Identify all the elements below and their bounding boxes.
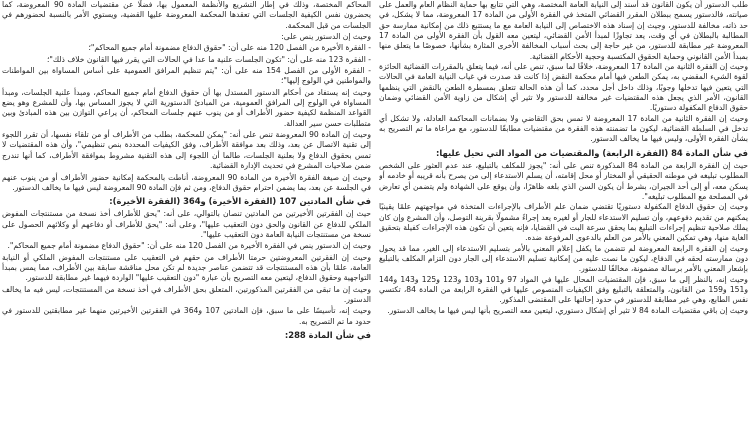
paragraph: وحيث إن صيغة الفقرة الأخيرة من المادة 90 المعروضة، أناطت بالمحكمة إمكانية حضور الأطراف أو من ينوب عنهم في الجلسة عن بعد، بما يضمن احترام حقوق الدفاع، ومن ثم فإن المادة 90 المعروضة ليس فيها ما يخالف الدستور. bbox=[2, 172, 371, 192]
paragraph: وحيث إن حقوق الدفاع المكفولة دستوريًا تقتضي ضمان علم الأطراف بالإجراءات المتخذة في مواجهتهم علمًا يقينيًا يمكنهم من تقديم دفوعهم، وأن تسليم الاستدعاء للجار أو لغيره يعد إجراءً مشمولًا بقرينة التوصل، وأن المشرع وإن كان يملك صلاحية تنظيم إجراءات التبليغ بما يحقق سرعة البت في القضايا، فإنه يتعين أن تكون هذه الإجراءات كفيلة بتحقيق الغاية منها، وهي تمكين المعني بالأمر من العلم بالدعوى المرفوعة ضده. bbox=[379, 202, 748, 243]
paragraph: حيث إن الفقرة الرابعة من المادة 84 المذكورة تنص على أنه: "يجوز للمكلف بالتبليغ، عند عدم العثور على الشخص المطلوب تبليغه في موطنه الحقيقي أو المختار أو محل إقامته، أن يسلم الاستدعاء إلى من يصرح بأنه قريبه أو خادمه أو يسكن معه، أو إلى أحد الجيران، بشرط أن يكون السن الذي بلغه ظاهرًا، وأن يوقع على الشهادة ولم يتضمن أي تعارض في المصلحة مع المطلوب تبليغه". bbox=[379, 160, 748, 201]
paragraph: المحاكم المختصة، وذلك في إطار التشريع والأنظمة المعمول بها، فضلًا عن مقتضيات المادة 90 المعروضة، كما يحضرون نفس الكيفية الجلسات التي تعقدها المحكمة المعروضة عليها القضية، ويستوي الأمر بالنسبة لحضورهم في الجلسات من قبل المحكمة. bbox=[2, 0, 371, 30]
list-item: - الفقرة الأولى من الفصل 154 منه على أن: "يتم تنظيم المرافق العمومية على أساس المساواة بين المواطنات والمواطنين في الولوج إليها"؛ bbox=[2, 66, 371, 86]
paragraph: وحيث إنه يستفاد من أحكام الدستور المستدل بها أن حقوق الدفاع أمام جميع المحاكم، ومبدأ علنية الجلسات، ومبدأ المساواة في الولوج إلى المرافق العمومية، من المبادئ الدستورية التي لا يجوز المساس بها، وأن للمشرع وهو يضع القواعد المنظمة لكيفية حضور الأطراف أو من ينوب عنهم جلسات المحاكم، أن يراعي التوازن بين هذه المبادئ وبين متطلبات حسن سير العدالة. bbox=[2, 87, 371, 128]
paragraph: وحيث إن ما تبقى من الفقرتين المذكورتين، المتعلق بحق الأطراف في أخذ نسخة من المستنتجات، ليس فيه ما يخالف الدستور. bbox=[2, 284, 371, 304]
paragraph: وحيث إن المادة 90 المعروضة تنص على أنه: "يمكن للمحكمة، بطلب من الأطراف أو من تلقاء نفسها، أن تقرر اللجوء إلى تقنية الاتصال عن بعد، وذلك بعد موافقة الأطراف، وفق الكيفيات المحددة بنص تنظيمي"، وأن هذه المقتضيات لا تمس بحقوق الدفاع ولا بعلنية الجلسات، طالما أن اللجوء إلى هذه التقنية مشروط بموافقة الأطراف، كما أنها تندرج ضمن صلاحيات المشرع في تحديث الإدارة القضائية. bbox=[2, 130, 371, 171]
section-heading: في شأن المادة 84 (الفقرة الرابعة) والمقتضيات من المواد التي تحيل عليها: bbox=[435, 147, 748, 158]
list-item: - الفقرة الأخيرة من الفصل 120 منه على أن: "حقوق الدفاع مضمونة أمام جميع المحاكم"؛ bbox=[88, 43, 371, 53]
left-column bbox=[2, 0, 371, 430]
paragraph: وحيث إن الفقرة الثانية من المادة 17 المعروضة، خلافًا لما سبق، تنص على أنه، فيما يتعلق بالمقررات القضائية الحائزة لقوة الشيء المقضي به، يمكن الطعن فيها أمام محكمة النقض إذا كانت قد صدرت في غياب النيابة العامة في الحالات التي يتعين فيها تدخلها وجوبًا، وذلك داخل أجل محدد، كما أن هذه الحالة تتعلق بمسطرة الطعن بالنقض التي ينظمها القانون، الأمر الذي يجعل هذه المقتضيات غير مخالفة للدستور ولا تثير أي إشكال من زاوية الأمن القضائي وضمان حقوق الدفاع المكفولة دستوريًا. bbox=[379, 62, 748, 113]
paragraph: وحيث إن باقي مقتضيات المادة 84 لا تثير أي إشكال دستوري، ليتعين معه التصريح بأنها ليس فيها ما يخالف الدستور. bbox=[387, 305, 748, 315]
paragraph: طلب الدستور أن يكون القانون قد أسند إلى النيابة العامة المختصة، وهي التي تتابع بها حماية النظام العام والعمل على صيانته، فالدستور يسمح ببطلان المقرر القضائي المتخذ في الفقرة الأولى من المادة 17 المعروضة، مما لا يشكل، في حد ذاته، مخالفة للدستور، وجيث إن إسناد هذه الاختصاص إلى النيابة العامة مع ما يستتبع ذلك من إمكانية ممارسة حق المطالبة بالبطلان في أي وقت، يعد تجاوزًا لمبدأ الأمن القضائي، ليتعين معه القول بأن الفقرة الأولى من المادة 17 المعروضة غير مطابقة للدستور، من غير حاجة إلى بحث أسباب المخالفة الأخرى المثارة بشأنها، خصوصًا ما يتعلق منها بمبدأ الأمن القانوني وحماية الحقوق المكتسبة وحجية الأحكام القضائية. bbox=[379, 0, 748, 61]
paragraph: وحيث إنه، بالنظر إلى ما سبق، فإن المقتضيات المحال عليها في المواد 97 و101 و103 و123 و125 و143 و144 و151 و159 من القانون، والمتعلقة بالتبليغ وفق الكيفيات المنصوص عليها في الفقرة الرابعة من المادة 84، تكتسي نفس الطابع، وهي غير مطابقة للدستور في حدود إحالتها على المقتضى المذكور. bbox=[379, 274, 748, 305]
section-heading: في شأن المادتين 107 (الفقرة الأخيرة) و364 (الفقرة الأخيرة): bbox=[109, 196, 371, 207]
paragraph: وحيث إنه، تأسيسًا على ما سبق، فإن المادتين 107 و364 في الفقرتين الأخيرتين منهما غير مطابقتين للدستور في حدود ما تم التصريح به. bbox=[2, 306, 371, 326]
paragraph: وحيث إن الفقرة الثانية من المادة 17 المعروضة لا تمس بحق التقاضي ولا بضمانات المحاكمة العادلة، ولا تشكل أي تدخل في السلطة القضائية، ليكون ما تضمنته هذه الفقرة من مقتضيات مطابقًا للدستور، مع مراعاة ما تم التصريح به بشأن الفقرة الأولى، وليس فيها ما يخالف الدستور. bbox=[379, 113, 748, 144]
paragraph: وحيث إن الفقرة الرابعة المعروضة لم تتضمن ما يكفل إعلام المعني بالأمر بتسليم الاستدعاء إلى الغير، مما قد يحول دون ممارسته لحقه في الدفاع، ليكون ما نصت عليه من إمكانية تسليم الاستدعاء إلى الجار دون التزام المكلف بالتبليغ بإشعار المعني بالأمر برسالة مضمونة، مخالفًا للدستور. bbox=[379, 243, 748, 274]
paragraph: وحيث إن الدستور ينص في الفقرة الأخيرة من الفصل 120 منه على أن: "حقوق الدفاع مضمونة أمام جميع المحاكم". bbox=[7, 241, 371, 251]
paragraph: وحيث إن الدستور ينص على: bbox=[281, 32, 371, 42]
paragraph: حيث إن الفقرتين الأخيرتين من المادتين تنصان بالتوالي، على أنه: "يحق للأطراف أخذ نسخة من مستنتجات المفوض الملكي للدفاع عن القانون والحق دون التعقيب عليها"، وعلى أنه: "يحق للأطراف أو دفاعهم أو وكلائهم الحصول على نسخة من مستنتجات النيابة العامة دون التعقيب عليها". bbox=[2, 209, 371, 239]
paragraph: وحيث إن الفقرتين المعروضتين حرمتا الأطراف من حقهم في التعقيب على مستنتجات المفوض الملكي أو النيابة العامة، علمًا بأن هذه المستنتجات قد تتضمن عناصر جديدة لم تكن محل مناقشة سابقة بين الأطراف، مما يمس بمبدأ التواجهية وحقوق الدفاع، ليتعين معه التصريح بأن عبارة "دون التعقيب عليها" الواردة فيهما غير مطابقة للدستور. bbox=[2, 252, 371, 283]
section-heading: في شأن المادة 288: bbox=[284, 329, 371, 340]
right-column bbox=[379, 0, 748, 430]
list-item: - الفقرة 123 منه على أن: "تكون الجلسات علنية ما عدا في الحالات التي يقرر فيها القانون خلاف ذلك"؛ bbox=[46, 54, 371, 64]
